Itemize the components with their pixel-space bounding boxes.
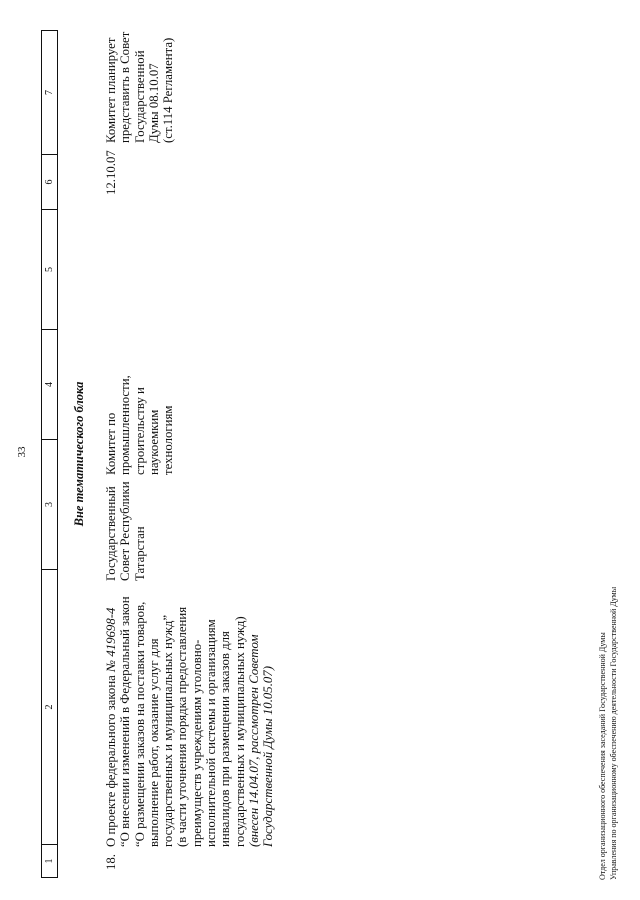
- bill-title-line: “О внесении изменений в Федеральный закон: [118, 596, 133, 847]
- bill-title-line: выполнение работ, оказание услуг для: [146, 638, 161, 847]
- header-column-3: 3: [42, 439, 57, 569]
- committee-line: наукоемким: [146, 409, 161, 475]
- note-line: Комитет планирует: [104, 37, 118, 143]
- header-column-2: 2: [42, 569, 57, 844]
- bill-status-line: (внесен 14.04.07, рассмотрен Советом: [246, 634, 261, 847]
- bill-title-line: государственных и муниципальных нужд): [232, 616, 247, 847]
- bill-title-line: (в части уточнения порядка предоставления: [175, 606, 190, 847]
- committee-line: технологиям: [161, 405, 176, 475]
- footer-directorate: Управления по организационному обеспечению деятельности Государственной Думы: [609, 586, 618, 880]
- bill-description: [104, 596, 276, 847]
- table-header-row: [41, 30, 58, 878]
- bill-lead-text: О проекте федерального закона: [104, 675, 118, 847]
- initiator-line: Государственный: [104, 486, 118, 581]
- bill-title-line: инвалидов при размещении заказов для: [218, 631, 233, 847]
- note-line: Думы 08.10.07: [146, 63, 161, 143]
- committee-line: промышленности,: [118, 375, 133, 475]
- section-heading: Вне тематического блока: [72, 381, 86, 527]
- bill-title-line: исполнительной системы и организациям: [204, 619, 219, 847]
- row-number: 18.: [104, 854, 118, 870]
- bill-title-line: государственных и муниципальных нужд”: [161, 614, 176, 847]
- header-column-6: 6: [42, 154, 57, 209]
- initiator-line: Татарстан: [132, 526, 147, 581]
- bill-id: № 419698-4: [104, 607, 118, 672]
- note-line: представить в Совет: [118, 31, 133, 143]
- header-column-4: 4: [42, 329, 57, 439]
- note-cell: [104, 32, 175, 143]
- header-column-7: 7: [44, 90, 55, 95]
- committee-line: Комитет по: [104, 412, 118, 475]
- bill-title-line: “О размещении заказов на поставки товаров,: [132, 601, 147, 847]
- bill-title-line: [104, 596, 118, 847]
- bill-status-line: Государственной Думы 10.05.07): [261, 666, 276, 847]
- committee-line: строительству и: [132, 387, 147, 475]
- header-column-1: 1: [42, 844, 57, 877]
- bill-title-line: преимуществ учреждениям уголовно-: [189, 639, 204, 847]
- note-line: Государственной: [132, 50, 147, 143]
- initiator-cell: [104, 481, 147, 581]
- header-column-5: 5: [42, 209, 57, 329]
- committee-cell: [104, 375, 175, 475]
- initiator-line: Совет Республики: [118, 481, 133, 581]
- date-cell: 12.10.07: [104, 150, 118, 195]
- note-line: (ст.114 Регламента): [161, 37, 176, 143]
- footer-department: Отдел организационного обеспечения заседаний Государственной Думы: [598, 632, 607, 880]
- page-footer: [597, 587, 619, 880]
- page-number: 33: [16, 446, 28, 458]
